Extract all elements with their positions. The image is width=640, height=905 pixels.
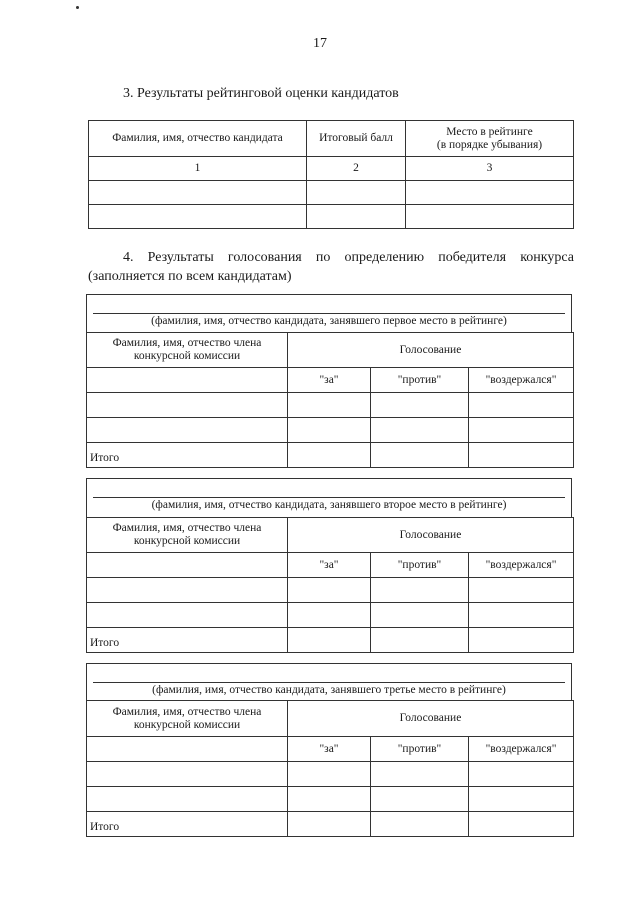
- voting-header: Голосование: [288, 701, 574, 737]
- vote-abstained: "воздержался": [469, 368, 574, 393]
- vote-against: "против": [371, 737, 469, 762]
- voting-table-second: [86, 517, 574, 653]
- member-header: Фамилия, имя, отчество члена конкурсной комиссии: [87, 333, 288, 368]
- page-number: 17: [313, 36, 327, 51]
- fill-line: [93, 497, 565, 498]
- header-rank-line2: (в порядке убывания): [436, 138, 543, 151]
- voting-table-first: [86, 332, 574, 468]
- table-row: [87, 787, 574, 812]
- vote-for: "за": [288, 737, 371, 762]
- candidate-box-second: [86, 478, 572, 517]
- member-header: Фамилия, имя, отчество члена конкурсной комиссии: [87, 701, 288, 737]
- vote-for: "за": [288, 368, 371, 393]
- section-3-title: 3. Результаты рейтинговой оценки кандидатов: [123, 86, 399, 101]
- table-row: [87, 762, 574, 787]
- voting-table-third: [86, 700, 574, 837]
- scan-mark: [76, 6, 79, 9]
- header-rank-line1: Место в рейтинге: [446, 125, 533, 138]
- table-row: [87, 418, 574, 443]
- table-row: [89, 181, 574, 205]
- rating-table: [88, 120, 574, 229]
- total-row-label: Итого: [87, 628, 288, 653]
- fill-line: [93, 313, 565, 314]
- column-number: 3: [406, 157, 574, 181]
- voting-header: Голосование: [288, 518, 574, 553]
- member-header: Фамилия, имя, отчество члена конкурсной комиссии: [87, 518, 288, 553]
- vote-against: "против": [371, 553, 469, 578]
- table-row: [89, 205, 574, 229]
- column-number: 1: [89, 157, 307, 181]
- candidate-box-first: [86, 294, 572, 332]
- caption-third-place: (фамилия, имя, отчество кандидата, занявшего третье место в рейтинге): [152, 684, 506, 696]
- vote-abstained: "воздержался": [469, 737, 574, 762]
- caption-second-place: (фамилия, имя, отчество кандидата, занявшего второе место в рейтинге): [151, 499, 507, 511]
- vote-abstained: "воздержался": [469, 553, 574, 578]
- voting-header: Голосование: [288, 333, 574, 368]
- table-row: [87, 578, 574, 603]
- header-total-score: Итоговый балл: [307, 121, 406, 157]
- vote-against: "против": [371, 368, 469, 393]
- caption-first-place: (фамилия, имя, отчество кандидата, занявшего первое место в рейтинге): [151, 315, 507, 327]
- table-row: [87, 393, 574, 418]
- candidate-box-third: [86, 663, 572, 700]
- total-row-label: Итого: [87, 812, 288, 837]
- column-number: 2: [307, 157, 406, 181]
- fill-line: [93, 682, 565, 683]
- table-row: [87, 603, 574, 628]
- section-4-title: 4. Результаты голосования по определению победителя конкурса (заполняется по всем кандидатам): [88, 250, 574, 284]
- vote-for: "за": [288, 553, 371, 578]
- total-row-label: Итого: [87, 443, 288, 468]
- header-candidate-name: Фамилия, имя, отчество кандидата: [89, 121, 307, 157]
- header-rank: [406, 121, 574, 157]
